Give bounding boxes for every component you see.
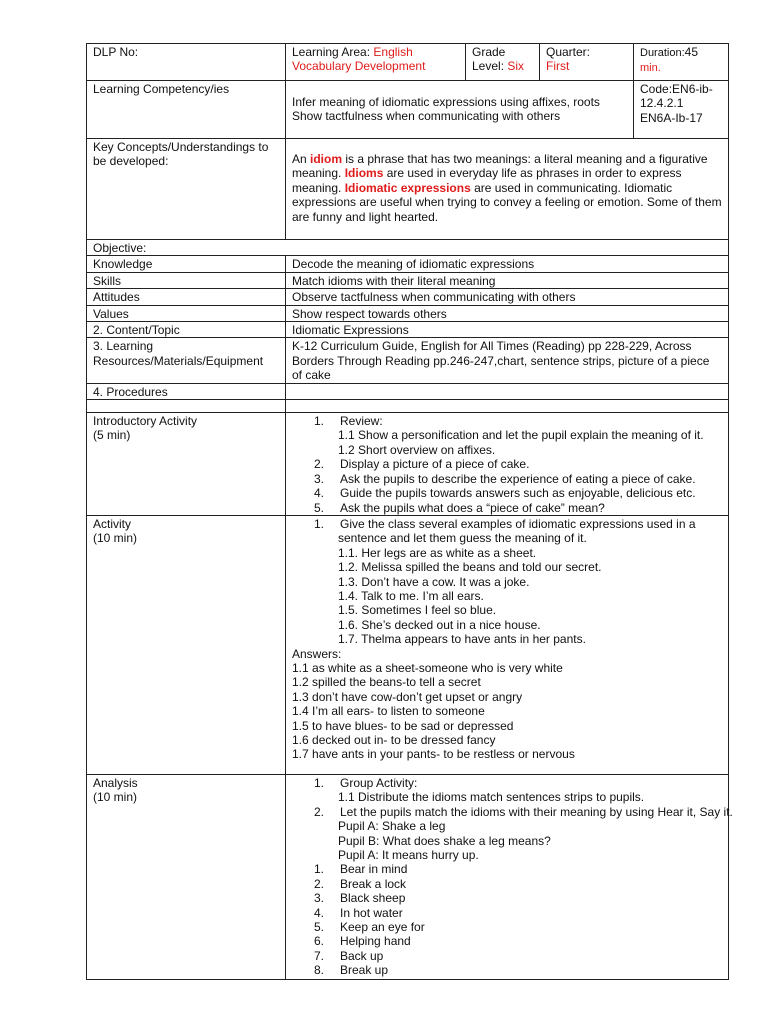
activity-label: Activity	[93, 516, 132, 531]
spacer-row	[87, 400, 729, 413]
list-item: 1.2 Short overview on affixes.	[338, 442, 496, 457]
values-value: Show respect towards others	[286, 305, 729, 321]
spacer-cell-right	[286, 400, 729, 413]
objective-values-row	[87, 305, 729, 321]
answer-item: 1.3 don’t have cow-don’t get upset or angry	[292, 689, 523, 704]
level-label: Level:	[472, 59, 508, 74]
idiom-item: 6. Helping hand	[314, 934, 411, 949]
answer-item: 1.4 I’m all ears- to listen to someone	[292, 704, 485, 719]
content-topic-row	[87, 322, 729, 338]
analysis-label-cell	[87, 774, 286, 979]
dlp-table	[86, 43, 733, 980]
skills-value: Match idioms with their literal meaning	[286, 272, 729, 288]
answer-item: 1.7 have ants in your pants- to be restless or nervous	[292, 747, 575, 762]
learning-area-value: English	[373, 45, 413, 59]
key-concepts-paragraph: An idiom is a phrase that has two meanings: a literal meaning and a figurative meaning. Idioms are used in everyday life as phrases in order to express meaning. Idiomatic expressions are used in communicating. Idiomatic expressions are useful when trying to convey a feeling or emotion. Some of them are funny and light hearted.	[292, 152, 722, 224]
duration-label: Duration:	[640, 47, 685, 59]
resources-row	[87, 338, 729, 383]
list-item: 3. Ask the pupils to describe the experience of eating a piece of cake.	[314, 471, 696, 486]
dlp-no-label: DLP No:	[93, 45, 139, 59]
introductory-label: Introductory Activity	[93, 414, 198, 429]
competency-line-2: Show tactfulness when communicating with others	[292, 109, 561, 124]
idioms-term: Idioms	[344, 166, 384, 181]
idiom-term: idiom	[310, 152, 343, 166]
analysis-label: Analysis	[93, 775, 138, 790]
quarter-value: First	[546, 59, 570, 74]
introductory-label-cell	[87, 413, 286, 516]
idiom-item: 3. Black sheep	[314, 891, 406, 906]
list-item: 4. Guide the pupils towards answers such as enjoyable, delicious etc.	[314, 486, 696, 501]
spacer-cell-left	[87, 400, 286, 413]
skills-label: Skills	[87, 272, 286, 288]
analysis-duration: (10 min)	[93, 790, 138, 805]
dlp-no-cell	[87, 44, 286, 81]
list-item: 2. Let the pupils match the idioms with their meaning by using Hear it, Say it.	[314, 804, 733, 819]
example-item: 1.4. Talk to me. I’m all ears.	[338, 588, 484, 603]
idiom-item: 2. Break a lock	[314, 876, 407, 891]
objective-label: Objective:	[93, 241, 147, 255]
learning-area-label: Learning Area:	[292, 45, 374, 59]
key-concepts-row	[87, 139, 729, 240]
knowledge-value: Decode the meaning of idiomatic expressions	[286, 256, 729, 272]
duration-value: 45	[684, 45, 698, 59]
dialogue-line: Pupil A: It means hurry up.	[338, 847, 479, 862]
key-concepts-label-1: Key Concepts/Understandings to	[93, 140, 269, 154]
learning-area-subject: Vocabulary Development	[292, 59, 426, 74]
introductory-duration: (5 min)	[93, 428, 131, 443]
grade-label: Grade	[472, 45, 506, 59]
lesson-plan-document	[86, 43, 733, 980]
analysis-content-cell	[286, 774, 733, 979]
code-line-1: Code:EN6-ib-	[640, 82, 713, 96]
idiomatic-expressions-term: Idiomatic expressions	[344, 180, 471, 195]
competency-label-cell	[87, 81, 286, 139]
key-concepts-text-cell	[286, 139, 729, 240]
procedures-label: 4. Procedures	[87, 383, 286, 399]
content-topic-label: 2. Content/Topic	[87, 322, 286, 338]
analysis-row	[87, 774, 729, 979]
example-item: 1.7. Thelma appears to have ants in her pants.	[338, 632, 586, 647]
competency-line-1: Infer meaning of idiomatic expressions using affixes, roots	[292, 95, 600, 109]
answer-item: 1.2 spilled the beans-to tell a secret	[292, 675, 481, 690]
key-concepts-label-cell	[87, 139, 286, 240]
resources-label-2: Resources/Materials/Equipment	[93, 353, 264, 368]
example-item: 1.3. Don’t have a cow. It was a joke.	[338, 574, 530, 589]
answers-label: Answers:	[292, 646, 342, 661]
code-line-2: 12.4.2.1	[640, 96, 684, 111]
values-label: Values	[87, 305, 286, 321]
competency-row	[87, 81, 729, 139]
answer-item: 1.1 as white as a sheet-someone who is very white	[292, 660, 563, 675]
list-item: 5. Ask the pupils what does a “piece of cake” mean?	[314, 500, 605, 515]
knowledge-label: Knowledge	[87, 256, 286, 272]
introductory-row	[87, 413, 729, 516]
activity-label-cell	[87, 515, 286, 774]
activity-content-cell	[286, 515, 729, 774]
example-item: 1.1. Her legs are as white as a sheet.	[338, 545, 537, 560]
list-item: sentence and let them guess the meaning of it.	[338, 531, 587, 546]
objective-label-cell	[87, 240, 729, 256]
grade-value: Six	[507, 59, 525, 74]
idiom-item: 5. Keep an eye for	[314, 919, 425, 934]
example-item: 1.2. Melissa spilled the beans and told our secret.	[338, 560, 602, 575]
list-item: 1.1 Show a personification and let the pupil explain the meaning of it.	[338, 428, 704, 443]
list-item: 1. Review:	[314, 414, 383, 429]
code-cell	[634, 81, 729, 139]
procedures-row	[87, 383, 729, 399]
introductory-content-cell	[286, 413, 729, 516]
example-item: 1.6. She’s decked out in a nice house.	[338, 617, 541, 632]
activity-row	[87, 515, 729, 774]
activity-duration: (10 min)	[93, 531, 138, 546]
objective-knowledge-row	[87, 256, 729, 272]
quarter-label: Quarter:	[546, 45, 591, 59]
list-item: 1.1 Distribute the idioms match sentences strips to pupils.	[338, 790, 645, 805]
duration-unit: min.	[640, 62, 661, 75]
content-topic-value: Idiomatic Expressions	[286, 322, 729, 338]
list-item: 1. Group Activity:	[314, 775, 418, 790]
duration-cell	[634, 44, 729, 81]
code-line-3: EN6A-Ib-17	[640, 110, 703, 125]
procedures-empty-cell	[286, 383, 729, 399]
attitudes-label: Attitudes	[87, 289, 286, 305]
resources-value: K-12 Curriculum Guide, English for All Times (Reading) pp 228-229, Across Borders Through Reading pp.246-247,chart, sentence strips, picture of a piece of cake	[286, 338, 729, 383]
idiom-item: 8. Break up	[314, 963, 389, 978]
objective-attitudes-row	[87, 289, 729, 305]
competency-text-cell	[286, 81, 634, 139]
learning-area-cell	[286, 44, 466, 81]
grade-cell	[466, 44, 540, 81]
header-row	[87, 44, 729, 81]
attitudes-value: Observe tactfulness when communicating with others	[286, 289, 729, 305]
dialogue-line: Pupil A: Shake a leg	[338, 819, 446, 834]
quarter-cell	[540, 44, 634, 81]
example-item: 1.5. Sometimes I feel so blue.	[338, 603, 497, 618]
resources-label-1: 3. Learning	[93, 339, 154, 354]
objective-row	[87, 240, 729, 256]
competency-label: Learning Competency/ies	[93, 82, 230, 96]
dialogue-line: Pupil B: What does shake a leg means?	[338, 833, 551, 848]
list-item: 2. Display a picture of a piece of cake.	[314, 457, 530, 472]
answer-item: 1.6 decked out in- to be dressed fancy	[292, 733, 496, 747]
resources-label-cell	[87, 338, 286, 383]
objective-skills-row	[87, 272, 729, 288]
key-concepts-label-2: be developed:	[93, 154, 169, 169]
idiom-item: 4. In hot water	[314, 905, 403, 920]
answer-item: 1.5 to have blues- to be sad or depressed	[292, 718, 514, 733]
list-item: 1. Give the class several examples of idiomatic expressions used in a	[314, 516, 696, 531]
idiom-item: 7. Back up	[314, 948, 384, 963]
idiom-item: 1. Bear in mind	[314, 862, 408, 877]
